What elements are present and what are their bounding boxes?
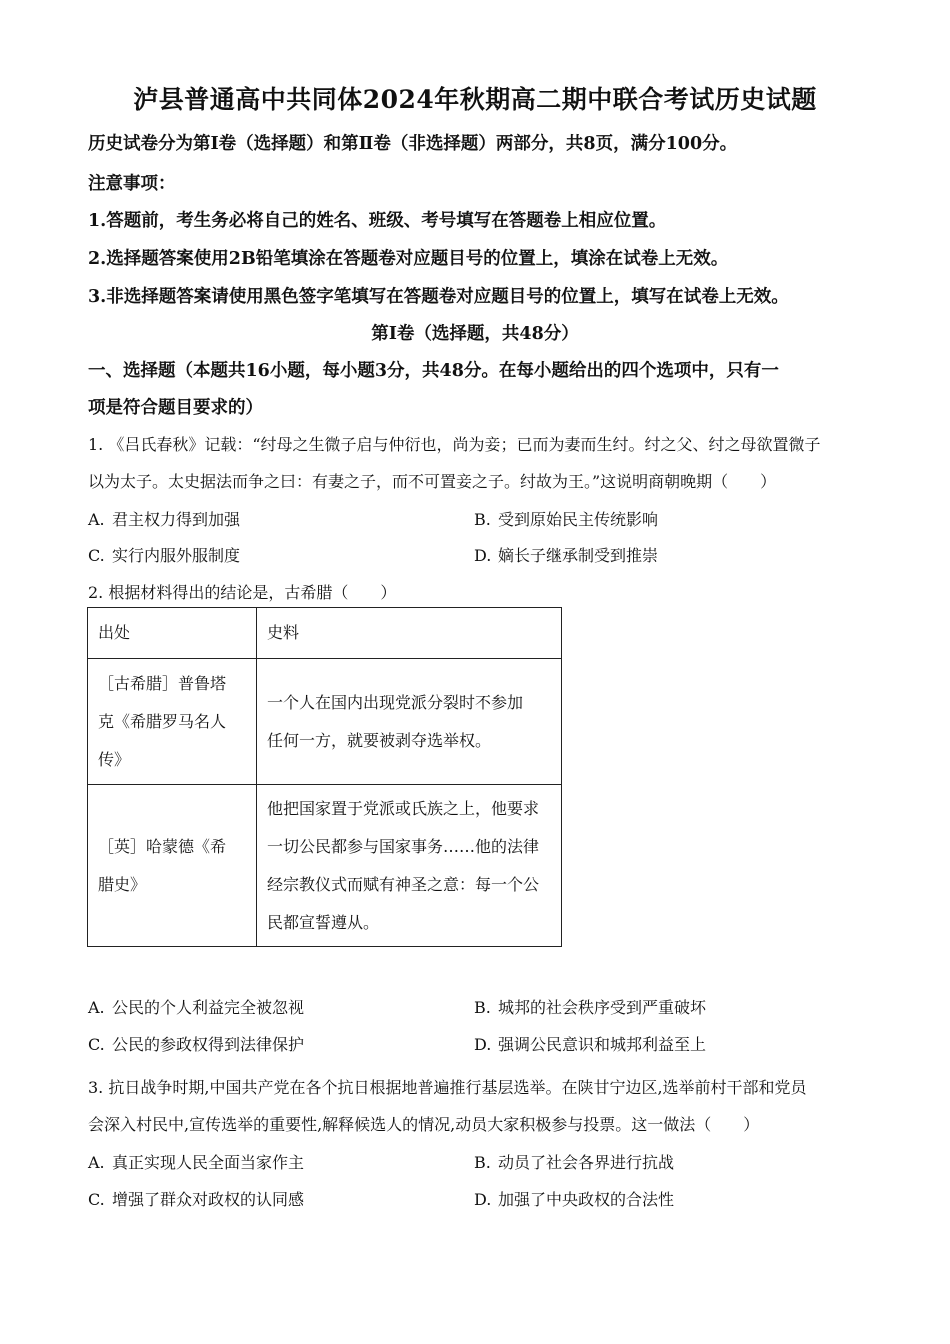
option-letter: C. — [88, 1190, 105, 1209]
option-letter: A. — [88, 510, 105, 529]
option-text: 受到原始民主传统影响 — [498, 510, 659, 529]
notice-2: 2.选择题答案使用2B铅笔填涂在答题卷对应题目号的位置上，填涂在试卷上无效。 — [88, 249, 729, 269]
q3-option-c — [88, 1187, 304, 1210]
exam-title: 泸县普通高中共同体2024年秋期高二期中联合考试历史试题 — [133, 85, 817, 114]
q3-option-b — [474, 1150, 674, 1173]
option-text: 嫡长子继承制受到推崇 — [498, 546, 659, 565]
option-text: 真正实现人民全面当家作主 — [112, 1153, 305, 1172]
option-letter: C. — [88, 1035, 105, 1054]
section-instruction-line2: 项是符合题目要求的） — [88, 398, 263, 418]
notice-3: 3.非选择题答案请使用黑色签字笔填写在答题卷对应题目号的位置上，填写在试卷上无效。 — [88, 287, 789, 307]
option-text: 君主权力得到加强 — [112, 510, 241, 529]
notice-1: 1.答题前，考生务必将自己的姓名、班级、考号填写在答题卷上相应位置。 — [88, 211, 667, 231]
cell-line: 经宗教仪式而赋有神圣之意：每一个公 — [267, 874, 540, 894]
table-cell-material — [257, 659, 562, 785]
source-table — [87, 607, 562, 947]
option-letter: B. — [474, 1153, 491, 1172]
option-letter: B. — [474, 998, 491, 1017]
exam-intro: 历史试卷分为第Ⅰ卷（选择题）和第Ⅱ卷（非选择题）两部分，共8页，满分100分。 — [88, 134, 738, 154]
q1-stem-line2: 以为太子。太史据法而争之曰：有妻之子，而不可置妾之子。纣故为王。”这说明商朝晚期（ ） — [88, 472, 777, 491]
q3-option-d — [474, 1187, 674, 1210]
table-header-row — [88, 608, 562, 659]
option-letter: B. — [474, 510, 491, 529]
option-letter: D. — [474, 1190, 492, 1209]
cell-line: ［古希腊］普鲁塔 — [98, 673, 227, 693]
cell-line: 任何一方，就要被剥夺选举权。 — [267, 730, 492, 750]
cell-line: 克《希腊罗马名人 — [98, 711, 227, 731]
q2-stem-line1: 2. 根据材料得出的结论是，古希腊（ ） — [88, 583, 397, 602]
table-cell-material — [257, 785, 562, 947]
option-text: 强调公民意识和城邦利益至上 — [498, 1035, 707, 1054]
option-letter: C. — [88, 546, 105, 565]
table-header-source: 出处 — [88, 608, 257, 659]
option-text: 实行内服外服制度 — [112, 546, 241, 565]
section-instruction-line1: 一、选择题（本题共16小题，每小题3分，共48分。在每小题给出的四个选项中，只有一 — [88, 361, 779, 381]
q2-option-b — [474, 995, 706, 1018]
cell-line: ［英］哈蒙德《希 — [98, 836, 227, 856]
option-text: 公民的个人利益完全被忽视 — [112, 998, 305, 1017]
q3-option-a — [88, 1150, 304, 1173]
option-text: 城邦的社会秩序受到严重破坏 — [498, 998, 707, 1017]
q1-stem-line1: 1. 《吕氏春秋》记载：“纣母之生微子启与仲衍也，尚为妾；已而为妻而生纣。纣之父、纣之母欲置微子 — [88, 435, 821, 454]
option-text: 增强了群众对政权的认同感 — [112, 1190, 305, 1209]
option-letter: D. — [474, 1035, 492, 1054]
table-cell-source — [88, 785, 257, 947]
q1-option-b — [474, 507, 658, 530]
cell-line: 他把国家置于党派或氏族之上，他要求 — [267, 798, 540, 818]
table-row — [88, 785, 562, 947]
section-title: 第Ⅰ卷（选择题，共48分） — [371, 324, 579, 344]
option-letter: A. — [88, 998, 105, 1017]
cell-line: 民都宣誓遵从。 — [267, 912, 380, 932]
q2-option-d — [474, 1032, 706, 1055]
cell-line: 传》 — [98, 749, 131, 769]
option-text: 动员了社会各界进行抗战 — [498, 1153, 675, 1172]
option-letter: D. — [474, 546, 492, 565]
option-letter: A. — [88, 1153, 105, 1172]
option-text: 公民的参政权得到法律保护 — [112, 1035, 305, 1054]
cell-line: 腊史》 — [98, 874, 147, 894]
cell-line: 一切公民都参与国家事务……他的法律 — [267, 836, 540, 856]
q1-option-c — [88, 543, 240, 566]
q1-option-a — [88, 507, 240, 530]
table-header-material: 史料 — [257, 608, 562, 659]
notice-title: 注意事项： — [88, 174, 176, 194]
q2-option-c — [88, 1032, 304, 1055]
table-cell-source — [88, 659, 257, 785]
q2-option-a — [88, 995, 304, 1018]
cell-line: 一个人在国内出现党派分裂时不参加 — [267, 692, 524, 712]
q3-stem-line1: 3. 抗日战争时期,中国共产党在各个抗日根据地普遍推行基层选举。在陕甘宁边区,选举前村干部和党员 — [88, 1078, 807, 1097]
q1-option-d — [474, 543, 658, 566]
table-row — [88, 659, 562, 785]
q3-stem-line2: 会深入村民中,宣传选举的重要性,解释候选人的情况,动员大家积极参与投票。这一做法（ ） — [88, 1115, 760, 1134]
option-text: 加强了中央政权的合法性 — [498, 1190, 675, 1209]
